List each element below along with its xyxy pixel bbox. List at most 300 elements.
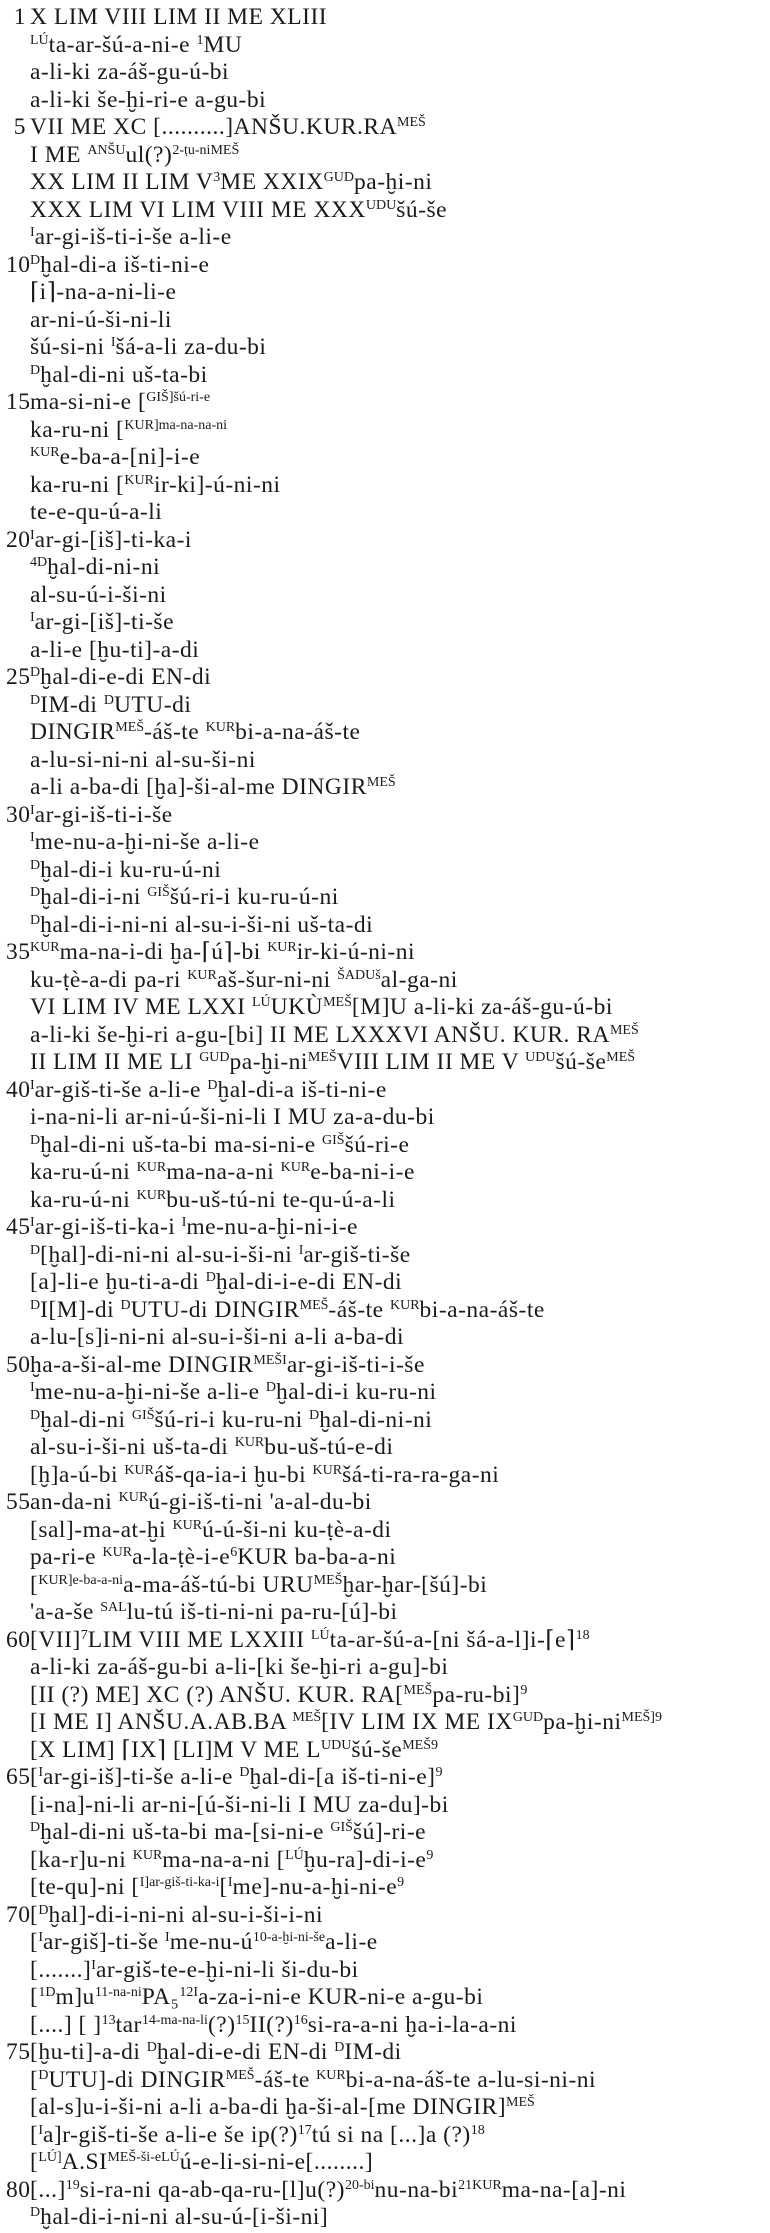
superscript-sign: MEŠ: [299, 1297, 329, 1313]
line-text: $^D$ḫal-di-e-di EN-di: [30, 664, 212, 690]
superscript-sign: MEŠ: [307, 1050, 337, 1065]
line-number: 10: [6, 251, 31, 278]
line-text: a-li-ki še-ḫi-ri-e a-gu-bi: [30, 86, 267, 113]
line-text: XX LIM II LIM $V^3ME$ $XXIX^{GUD}pa-ḫi-ni$: [30, 169, 433, 195]
superscript-sign: 9: [435, 1765, 443, 1780]
line-text: $^D$ḫal-di-i-ni-ni al-su-i-ši-ni uš-ta-di: [30, 911, 374, 938]
superscript-sign: MEŠ: [366, 775, 396, 790]
line-text: [VII]$^7$LIM VIII ME LXXIII $^{LÚ}$ta-ar-šú-a-[ni šá-a-l]i-⌈e⌉$^{18}$: [30, 1626, 590, 1653]
line-text: ⌈i⌉-na-a-ni-li-e: [30, 279, 177, 305]
text-line: [0, 1542, 770, 1572]
line-text: $^D$ḫal-di-i-ni-ni al-su-ú-[i-ši-ni]: [30, 2204, 329, 2230]
superscript-sign: D: [30, 252, 41, 268]
text-line: [0, 965, 770, 995]
line-text: $^{LÚ}$ta-ar-šú-a-ni-e $^1$MU: [30, 31, 243, 58]
superscript-sign: D: [309, 1407, 320, 1423]
text-line: [0, 992, 770, 1022]
superscript-sign: 9: [520, 1682, 528, 1698]
superscript-sign: GIŠ]šú-ri-e: [146, 390, 211, 405]
line-text: $^D$ḫal-di-ni uš-ta-bi ma-si-ni-e $^{GIŠ}$šú-ri-e: [30, 1131, 410, 1158]
text-line: [0, 277, 770, 307]
text-line: [0, 607, 770, 637]
text-line: [0, 2010, 770, 2040]
superscript-sign: MEŠ: [403, 1682, 433, 1698]
text-line: [0, 1762, 770, 1792]
line-text: $^D$ḫal-di-i-ni $^{GIŠ}$šú-ri-i ku-ru-ú-ni: [30, 884, 339, 910]
superscript-sign: KUR: [389, 1297, 420, 1313]
superscript-sign: MEŠ-ši-e: [107, 2150, 162, 2165]
text-line: [0, 1157, 770, 1187]
line-text: pa-ri-e $^{KUR}a-la-ṭè-i-e^6KUR$ ba-ba-a-ni: [30, 1544, 397, 1570]
text-line: [0, 1487, 770, 1517]
superscript-sign: KUR: [316, 2067, 346, 2083]
text-line: [0, 525, 770, 555]
text-line: [0, 1900, 770, 1930]
superscript-sign: MEŠ: [323, 995, 352, 1010]
superscript-sign: D: [146, 2040, 157, 2055]
superscript-sign: 4D: [30, 555, 48, 570]
superscript-sign: GIŠ: [131, 1407, 155, 1423]
superscript-sign: D: [30, 1407, 41, 1423]
line-text: $DINGIR^{MEŠ}-áš-te$ $^{KUR}$bi-a-na-áš-te: [30, 719, 361, 745]
text-line: [0, 717, 770, 747]
superscript-sign: D: [207, 1077, 218, 1093]
text-line: [0, 1625, 770, 1655]
text-line: [0, 1405, 770, 1435]
text-line: [0, 1570, 770, 1600]
text-line: [0, 1377, 770, 1407]
text-line: [0, 1790, 770, 1820]
superscript-sign: 2-ṭu-ni: [172, 142, 211, 158]
line-number: 75: [6, 2039, 31, 2065]
text-line: [0, 442, 770, 472]
line-number: 35: [6, 939, 31, 965]
line-text: [.......]$^I$ar-giš-te-e-ḫi-ni-li ši-du-bi: [30, 1956, 359, 1983]
line-text: ar-ni-ú-ši-ni-li: [30, 306, 172, 333]
superscript-sign: 17: [297, 2122, 312, 2138]
superscript-sign: MEŠ: [210, 142, 240, 158]
text-line: [0, 222, 770, 252]
line-text: ka-ru-ú-ni $^{KUR}$bu-uš-tú-ni te-qu-ú-a-li: [30, 1186, 396, 1213]
line-text: $^D$ḫal-di-a iš-ti-ni-e: [30, 251, 210, 278]
superscript-sign: KUR: [102, 1545, 133, 1560]
superscript-sign: 19: [65, 2177, 80, 2193]
text-line: [0, 1872, 770, 1902]
superscript-sign: MEŠ: [397, 115, 426, 130]
superscript-sign: 1: [196, 32, 204, 48]
line-text: ḫa-a-ši-al-me $DINGIR^{MEŠI}ar-gi-iš-ti-i-še$: [30, 1351, 425, 1378]
text-line: [0, 1185, 770, 1215]
superscript-sign: MEŠ: [402, 1737, 431, 1753]
text-line: [0, 2092, 770, 2122]
line-number: 1: [13, 4, 26, 30]
superscript-sign: D: [38, 2067, 49, 2083]
line-text: a-li a-ba-di [ḫa]-ši-al-me $DINGIR^{MEŠ}$: [30, 774, 396, 800]
line-text: [$^{KUR]e-ba-a-ni}$a-ma-áš-tú-bi $URU^{MEŠ}ḫar-ḫar-[šú]-bi$: [30, 1571, 488, 1598]
superscript-sign: KUR: [118, 1490, 149, 1505]
superscript-sign: I: [298, 1242, 304, 1258]
text-line: [0, 580, 770, 610]
text-line: [0, 2, 770, 32]
text-line: [0, 112, 770, 142]
superscript-sign: I: [30, 527, 35, 543]
line-text: [$^D$UTU]-di $DINGIR^{MEŠ}-áš-te$ $^{KUR}$bi-a-na-áš-te a-lu-si-ni-ni: [30, 2066, 597, 2093]
line-text: a-lu-[s]i-ni-ni al-su-i-ši-ni a-li a-ba-di: [30, 1324, 405, 1350]
superscript-sign: D: [30, 665, 41, 680]
line-text: [....] [ ]$^{13}$tar$^{14-ma-na-li}$(?)$^{15}$II(?)$^{16}$si-ra-a-ni ḫa-i-la-a-ni: [30, 2011, 517, 2038]
text-line: [0, 855, 770, 885]
superscript-sign: I: [30, 225, 35, 240]
superscript-sign: UDU: [365, 197, 397, 213]
superscript-sign: 9: [654, 1710, 662, 1725]
text-line: [0, 497, 770, 527]
text-line: [0, 937, 770, 967]
superscript-sign: KUR: [472, 2177, 502, 2193]
superscript-sign: UDU: [321, 1737, 352, 1753]
text-line: [0, 1982, 770, 2012]
superscript-sign: D: [30, 692, 41, 708]
superscript-sign: MEŠ: [606, 1050, 636, 1065]
line-text: $^D$[ḫal]-di-ni-ni al-su-i-ši-ni $^I$ar-giš-ti-še: [30, 1241, 411, 1268]
text-line: [0, 1267, 770, 1297]
superscript-sign: 7: [80, 1627, 88, 1643]
text-line: [0, 470, 770, 500]
text-line: [0, 2120, 770, 2150]
line-text: [I ME I] ANŠU.A.AB.BA $^{MEŠ}$[IV LIM IX ME $IX^{GUD}pa-ḫi-ni^{MEŠ]9}$: [30, 1709, 662, 1735]
superscript-sign: KUR]e-ba-a-ni: [38, 1572, 124, 1588]
line-text: [ka-r]u-ni $^{KUR}$ma-na-a-ni $[^{LÚ}ḫu-ra]-di-i-e^9$: [30, 1846, 434, 1873]
superscript-sign: I]ar-giš-ti-ka-i: [139, 1875, 220, 1890]
superscript-sign: I: [30, 1215, 35, 1230]
superscript-sign: I: [181, 1215, 187, 1230]
superscript-sign: I: [30, 1077, 35, 1093]
superscript-sign: KUR: [280, 1160, 311, 1175]
text-line: [0, 2175, 770, 2205]
superscript-sign: KUR: [136, 1160, 167, 1175]
line-number: 30: [6, 801, 31, 828]
text-line: [0, 332, 770, 362]
superscript-sign: I: [30, 830, 35, 845]
text-line: [0, 57, 770, 87]
superscript-sign: 21: [458, 2177, 473, 2193]
superscript-sign: LÚ: [30, 32, 49, 48]
text-line: [0, 910, 770, 940]
line-text: [$^{LÚ]}A.SI^{MEŠ-ši-eLÚ}ú-e-li-si-ni-e[........]$: [30, 2149, 374, 2175]
text-line: [0, 1460, 770, 1490]
line-text: [II (?) ME] XC (?) ANŠU. KUR. $RA[^{MEŠ}pa-ru-bi]^9$: [30, 1681, 528, 1708]
superscript-sign: GUD: [199, 1050, 230, 1065]
text-line: [0, 1020, 770, 1050]
line-text: [ḫ]a-ú-bi $^{KUR}$áš-qa-ia-i ḫu-bi $^{KUR}$šá-ti-ra-ra-ga-ni: [30, 1461, 500, 1488]
superscript-sign: LÚ: [310, 1627, 330, 1643]
line-text: ma-si-ni-e [$^{GIŠ]šú-ri-e}$: [30, 389, 211, 415]
superscript-sign: MEŠ: [292, 1710, 322, 1725]
superscript-sign: KUR: [30, 445, 60, 460]
superscript-sign: D: [30, 1242, 41, 1258]
line-text: II LIM II ME LI $^{GUD}pa-ḫi-ni^{MEŠ}VIII$ LIM II ME V $^{UDU}šú-še^{MEŠ}$: [30, 1049, 636, 1075]
superscript-sign: KUR: [132, 1847, 163, 1863]
line-number: 55: [6, 1489, 31, 1515]
superscript-sign: š: [375, 967, 381, 983]
text-line: [0, 1240, 770, 1270]
superscript-sign: KUR: [312, 1462, 343, 1478]
line-number: 50: [6, 1351, 31, 1378]
superscript-sign: 9: [430, 1737, 438, 1753]
superscript-sign: KUR]ma-na-na-ni: [124, 417, 228, 433]
superscript-sign: I: [193, 1985, 198, 2000]
superscript-sign: D: [120, 1297, 131, 1313]
superscript-sign: D: [265, 1380, 277, 1395]
line-text: $^{4D}$ḫal-di-ni-ni: [30, 554, 161, 580]
superscript-sign: D: [334, 2040, 345, 2055]
superscript-sign: MEŠ: [115, 720, 145, 735]
line-text: [al-s]u-i-ši-ni a-li a-ba-di ḫa-ši-al-[me DINGIR]$^{MEŠ}$: [30, 2094, 535, 2120]
line-text: $^I$ar-gi-iš-ti-i-še: [30, 801, 173, 828]
line-text: a-li-ki za-áš-gu-ú-bi: [30, 59, 230, 85]
text-line: [0, 1652, 770, 1682]
line-number: 20: [6, 526, 31, 553]
text-line: [0, 1597, 770, 1627]
text-line: [0, 1680, 770, 1710]
line-text: ka-ru-ú-ni $^{KUR}$ma-na-a-ni $^{KUR}$e-ba-ni-i-e: [30, 1159, 415, 1185]
line-text: [ḫu-ti]-a-di $^D$ḫal-di-e-di EN-di $^D$IM-di: [30, 2039, 402, 2065]
text-line: [0, 30, 770, 60]
text-line: [0, 1927, 770, 1957]
line-number: 25: [6, 664, 31, 690]
superscript-sign: D: [30, 885, 41, 900]
line-text: $^{KUR}$e-ba-a-[ni]-i-e: [30, 444, 201, 470]
line-text: VI LIM IV ME LXXI $^{LÚ}UKÙ^{MEŠ}[M]U$ a-li-ki za-áš-gu-ú-bi: [30, 994, 613, 1020]
text-line: [0, 1707, 770, 1737]
superscript-sign: I: [110, 335, 116, 350]
superscript-sign: LÚ]: [38, 2150, 62, 2165]
superscript-sign: I: [227, 1875, 233, 1890]
superscript-sign: MEŠ: [253, 1352, 283, 1368]
text-line: [0, 305, 770, 335]
superscript-sign: D: [205, 1270, 216, 1285]
superscript-sign: 1D: [38, 1985, 56, 2000]
text-line: [0, 1817, 770, 1847]
text-line: [0, 690, 770, 720]
line-number: 45: [6, 1214, 31, 1240]
text-line: [0, 1322, 770, 1352]
superscript-sign: GIŠ: [322, 1132, 345, 1148]
superscript-sign: D: [30, 1132, 41, 1148]
text-line: [0, 635, 770, 665]
line-number: 80: [6, 2176, 31, 2203]
text-line: [0, 1735, 770, 1765]
line-text: $^I$me-nu-a-ḫi-ni-še a-li-e $^D$ḫal-di-i ku-ru-ni: [30, 1379, 437, 1405]
line-text: a-li-ki za-áš-gu-bi a-li-[ki še-ḫi-ri a-gu]-bi: [30, 1654, 449, 1680]
superscript-sign: 12: [179, 1985, 194, 2000]
superscript-sign: I: [38, 1765, 43, 1780]
line-text: [X LIM] ⌈IX⌉ [LI]M V ME $L^{UDU}šú-še^{MEŠ9}$: [30, 1736, 438, 1763]
line-text: $^D$ḫal-di-ni uš-ta-bi ma-[si-ni-e $^{GIŠ}$šú]-ri-e: [30, 1819, 427, 1845]
superscript-sign: LÚ: [252, 995, 271, 1010]
superscript-sign: ANŠU: [87, 142, 126, 158]
text-line: [0, 195, 770, 225]
line-text: ku-ṭè-a-di pa-ri $^{KUR}$aš-šur-ni-ni $^{ŠADUš}$al-ga-ni: [30, 966, 458, 993]
text-line: [0, 85, 770, 115]
superscript-sign: 14-ma-na-li: [141, 2012, 208, 2028]
line-number: 40: [6, 1076, 31, 1103]
text-line: [0, 1432, 770, 1462]
text-line: [0, 745, 770, 775]
superscript-sign: 15: [235, 2012, 250, 2028]
line-text: i-na-ni-li ar-ni-ú-ši-ni-li I MU za-a-du-bi: [30, 1104, 435, 1130]
line-text: $^I$ar-gi-[iš]-ti-še: [30, 609, 174, 635]
line-number: 15: [6, 389, 31, 415]
superscript-sign: I: [30, 1380, 35, 1395]
line-text: [$^D$ḫal]-di-i-ni-ni al-su-i-ši-i-ni: [30, 1901, 324, 1928]
superscript-sign: I: [38, 1930, 43, 1945]
text-line: [0, 1955, 770, 1985]
superscript-sign: D: [38, 1902, 49, 1918]
superscript-sign: D: [239, 1765, 250, 1780]
line-text: $^D$ḫal-di-ni $^{GIŠ}$šú-ri-i ku-ru-ni $^D$ḫal-di-ni-ni: [30, 1406, 433, 1433]
superscript-sign: I: [30, 802, 35, 818]
superscript-sign: D: [30, 1820, 41, 1835]
superscript-sign: 3: [213, 170, 221, 185]
line-text: $^{KUR}$ma-na-i-di ḫa-⌈ú⌉-bi $^{KUR}$ir-ki-ú-ni-ni: [30, 939, 416, 965]
line-text: te-e-qu-ú-a-li: [30, 499, 163, 525]
text-line: [0, 882, 770, 912]
superscript-sign: I: [30, 610, 35, 625]
superscript-sign: 16: [293, 2012, 308, 2028]
superscript-sign: GIŠ: [330, 1820, 353, 1835]
line-text: $^D$ḫal-di-i ku-ru-ú-ni: [30, 856, 222, 883]
superscript-sign: SAL: [100, 1600, 127, 1615]
text-line: [0, 1102, 770, 1132]
text-line: [0, 167, 770, 197]
superscript-sign: LÚ: [161, 2150, 180, 2165]
text-line: [0, 772, 770, 802]
text-line: [0, 250, 770, 280]
superscript-sign: KUR: [30, 940, 60, 955]
superscript-sign: D: [30, 857, 41, 873]
superscript-sign: 6: [230, 1545, 238, 1560]
line-text: a-li-e [ḫu-ti]-a-di: [30, 636, 200, 663]
superscript-sign: 18: [470, 2122, 485, 2138]
text-line: [0, 1845, 770, 1875]
text-line: [0, 387, 770, 417]
text-line: [0, 1212, 770, 1242]
superscript-sign: MEŠ: [506, 2095, 535, 2110]
superscript-sign: MEŠ: [609, 1022, 639, 1038]
line-text: $^I$ar-gi-iš-ti-i-še a-li-e: [30, 224, 232, 250]
line-text: a-lu-si-ni-ni al-su-ši-ni: [30, 746, 256, 773]
text-line: [0, 1130, 770, 1160]
text-line: [0, 1075, 770, 1105]
line-text: $^I$ar-giš-ti-še a-li-e $^D$ḫal-di-a iš-ti-ni-e: [30, 1076, 387, 1103]
superscript-sign: KUR: [234, 1435, 265, 1450]
superscript-sign: D: [30, 362, 41, 378]
superscript-sign: D: [30, 912, 41, 928]
line-text: $^I$ar-gi-[iš]-ti-ka-i: [30, 526, 192, 553]
line-text: $^I$me-nu-a-ḫi-ni-še a-li-e: [30, 829, 260, 855]
superscript-sign: D: [30, 1297, 41, 1313]
text-line: [0, 1515, 770, 1545]
superscript-sign: KUR: [124, 472, 154, 488]
line-text: 'a-a-še $^{SAL}$lu-tú iš-ti-ni-ni pa-ru-[ú]-bi: [30, 1599, 398, 1625]
text-line: [0, 552, 770, 582]
superscript-sign: MEŠ]: [621, 1710, 655, 1725]
superscript-sign: 20-bi: [344, 2177, 375, 2193]
superscript-sign: KUR: [205, 720, 236, 735]
line-text: al-su-ú-i-ši-ni: [30, 581, 167, 608]
line-text: an-da-ni $^{KUR}$ú-gi-iš-ti-ni 'a-al-du-bi: [30, 1489, 372, 1515]
text-line: [0, 2037, 770, 2067]
superscript-sign: UDU: [525, 1050, 556, 1065]
line-text: [a]-li-e ḫu-ti-a-di $^D$ḫal-di-i-e-di EN-di: [30, 1269, 403, 1295]
line-text: X LIM VIII LIM II ME XLIII: [30, 4, 328, 30]
line-text: [i-na]-ni-li ar-ni-[ú-ši-ni-li I MU za-du]-bi: [30, 1791, 449, 1818]
text-line: [0, 360, 770, 390]
superscript-sign: I: [282, 1352, 287, 1368]
text-line: [0, 2202, 770, 2232]
text-line: [0, 1047, 770, 1077]
superscript-sign: I: [165, 1930, 170, 1945]
line-text: $^D$I[M]-di $^D$UTU-di $DINGIR^{MEŠ}-áš-te$ $^{KUR}$bi-a-na-áš-te: [30, 1296, 545, 1323]
line-number: 70: [6, 1901, 31, 1928]
text-line: [0, 800, 770, 830]
text-line: [0, 140, 770, 170]
superscript-sign: 11-na-ni: [94, 1985, 142, 2000]
line-text: $^D$IM-di $^D$UTU-di: [30, 691, 192, 718]
line-text: [sal]-ma-at-ḫi $^{KUR}$ú-ú-ši-ni ku-ṭè-a-di: [30, 1516, 392, 1543]
superscript-sign: MEŠ: [225, 2067, 255, 2083]
line-text: ka-ru-ni [$^{KUR}$ir-ki]-ú-ni-ni: [30, 471, 281, 498]
superscript-sign: KUR: [187, 967, 217, 983]
line-text: $^D$ḫal-di-ni uš-ta-bi: [30, 361, 208, 388]
superscript-sign: 9: [426, 1847, 434, 1863]
line-number: 60: [6, 1626, 31, 1653]
superscript-sign: 13: [101, 2012, 116, 2028]
line-number: 5: [13, 114, 26, 140]
superscript-sign: KUR: [267, 940, 297, 955]
line-text: $^I$ar-gi-iš-ti-ka-i $^I$me-nu-a-ḫi-ni-i-e: [30, 1214, 358, 1240]
line-text: $[^{1D}m]u^{11-na-ni}PA_5^{12I}a-za-i-ni-e$ KUR-ni-e a-gu-bi: [30, 1984, 484, 2010]
text-line: [0, 2065, 770, 2095]
line-text: šú-si-ni $^I$šá-a-li za-du-bi: [30, 334, 267, 360]
superscript-sign: ŠADU: [337, 967, 376, 983]
superscript-sign: 18: [575, 1627, 590, 1643]
line-text: ka-ru-ni [$^{KUR]ma-na-na-ni}$: [30, 416, 228, 443]
line-text: [$^I$ar-giš]-ti-še $^Ime-nu-ú^{10-a-ḫi-ni-še}a-li-e$: [30, 1929, 378, 1955]
superscript-sign: I: [38, 2122, 43, 2138]
line-text: [$^I$ar-gi-iš]-ti-še a-li-e $^D$ḫal-di-[a iš-ti-ni-e]$^9$: [30, 1764, 443, 1790]
line-text: al-su-i-ši-ni uš-ta-di $^{KUR}$bu-uš-tú-e-di: [30, 1434, 394, 1460]
text-line: [0, 2147, 770, 2177]
text-line: [0, 1295, 770, 1325]
superscript-sign: GUD: [512, 1710, 544, 1725]
line-text: XXX LIM VI LIM VIII ME $XXX^{UDU}šú-še$: [30, 196, 448, 223]
superscript-sign: 9: [397, 1875, 405, 1890]
line-text: a-li-ki še-ḫi-ri a-gu-[bi] II ME LXXXVI ANŠU. KUR. $RA^{MEŠ}$: [30, 1021, 639, 1048]
line-text: [te-qu]-ni [$^{I]ar-giš-ti-ka-i}[^Ime]-nu-a-ḫi-ni-e^9$: [30, 1874, 405, 1900]
line-number: 65: [6, 1764, 31, 1790]
line-text: VII ME XC $[..........]ANŠU.KUR.RA^{MEŠ}$: [30, 114, 426, 140]
superscript-sign: 10-a-ḫi-ni-še: [252, 1930, 326, 1945]
text-line: [0, 1350, 770, 1380]
superscript-sign: I: [91, 1957, 96, 1973]
superscript-sign: KUR: [136, 1187, 167, 1203]
superscript-sign: D: [103, 692, 114, 708]
line-text: I ME $^{ANŠU}$ul(?)$^{2-ṭu-niMEŠ}$: [30, 141, 240, 168]
superscript-sign: MEŠ: [313, 1572, 343, 1588]
superscript-sign: GUD: [323, 170, 355, 185]
superscript-sign: KUR: [124, 1462, 154, 1478]
